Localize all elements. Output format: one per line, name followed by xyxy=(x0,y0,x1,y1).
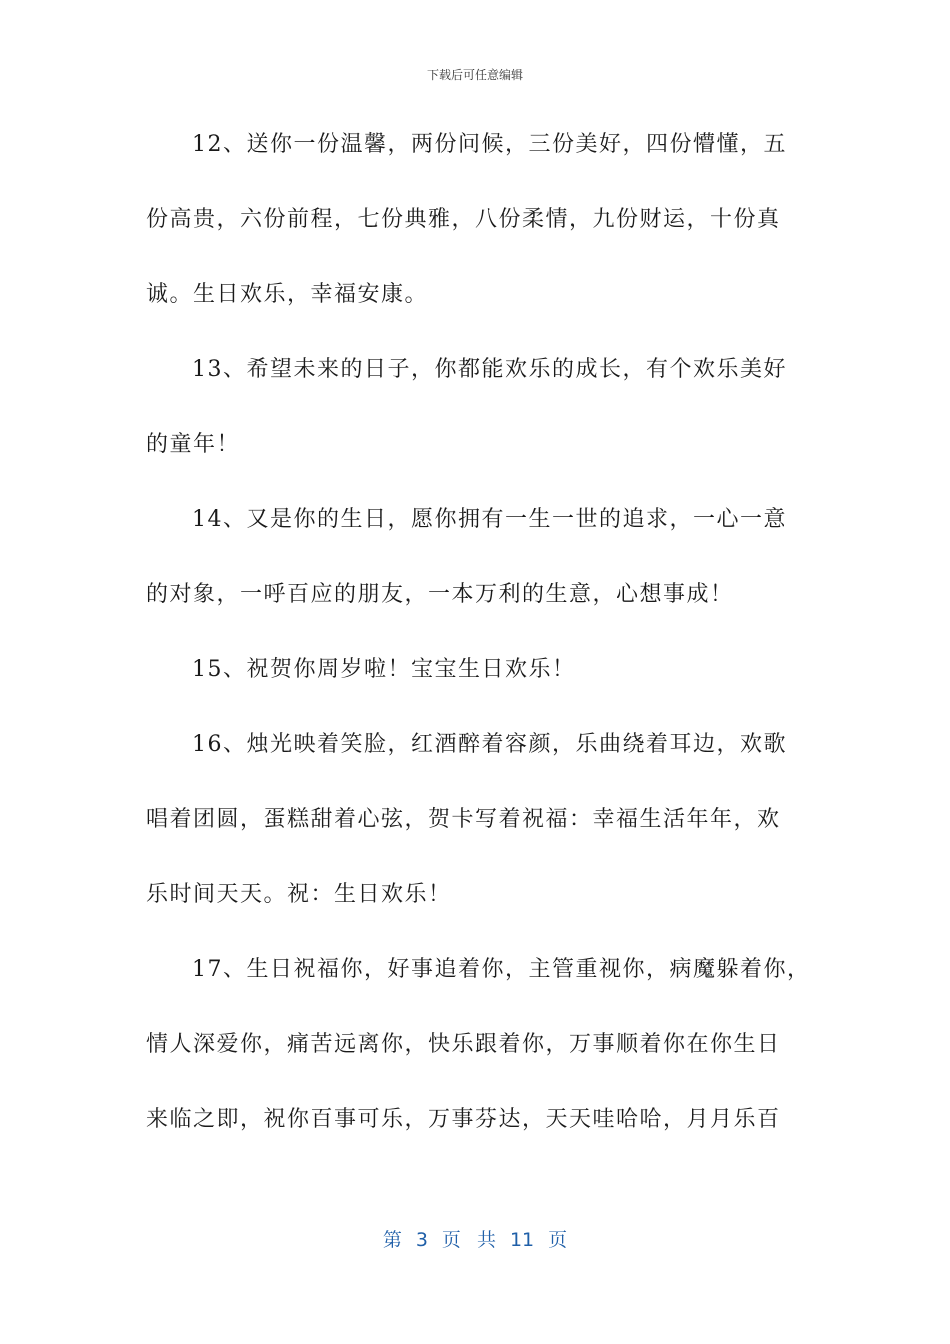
text-line: 14、又是你的生日，愿你拥有一生一世的追求，一心一意 xyxy=(192,507,787,532)
text-line: 份高贵，六份前程，七份典雅，八份柔情，九份财运，十份真 xyxy=(146,207,781,232)
page-header: 下载后可任意编辑 xyxy=(426,68,523,82)
text-line: 15、祝贺你周岁啦！宝宝生日欢乐！ xyxy=(192,657,576,682)
footer-suffix: 页 xyxy=(548,1229,568,1251)
footer-total-pages: 11 xyxy=(509,1229,535,1251)
footer-page-number: 3 xyxy=(415,1229,428,1251)
page-footer xyxy=(0,1225,950,1252)
text-line: 来临之即，祝你百事可乐，万事芬达，天天哇哈哈，月月乐百 xyxy=(146,1107,781,1132)
paragraph-14 xyxy=(146,495,810,645)
text-line: 12、送你一份温馨，两份问候，三份美好，四份懵懂，五 xyxy=(192,132,787,157)
paragraph-12 xyxy=(146,120,810,345)
paragraph-17 xyxy=(146,945,810,1170)
footer-middle: 页 共 xyxy=(441,1229,496,1251)
text-line: 唱着团圆，蛋糕甜着心弦，贺卡写着祝福：幸福生活年年，欢 xyxy=(146,807,781,832)
text-line: 乐时间天天。祝：生日欢乐！ xyxy=(146,882,452,907)
document-body xyxy=(146,120,810,1170)
paragraph-13 xyxy=(146,345,810,495)
footer-prefix: 第 xyxy=(382,1229,402,1251)
text-line: 情人深爱你，痛苦远离你，快乐跟着你，万事顺着你在你生日 xyxy=(146,1032,781,1057)
text-line: 的对象，一呼百应的朋友，一本万利的生意，心想事成！ xyxy=(146,582,734,607)
paragraph-15 xyxy=(146,645,810,720)
text-line: 诚。生日欢乐，幸福安康。 xyxy=(146,282,429,307)
text-line: 的童年！ xyxy=(146,432,241,457)
text-line: 17、生日祝福你，好事追着你，主管重视你，病魔躲着你， xyxy=(192,957,811,982)
text-line: 16、烛光映着笑脸，红酒醉着容颜，乐曲绕着耳边，欢歌 xyxy=(192,732,787,757)
text-line: 13、希望未来的日子，你都能欢乐的成长，有个欢乐美好 xyxy=(192,357,787,382)
paragraph-16 xyxy=(146,720,810,945)
